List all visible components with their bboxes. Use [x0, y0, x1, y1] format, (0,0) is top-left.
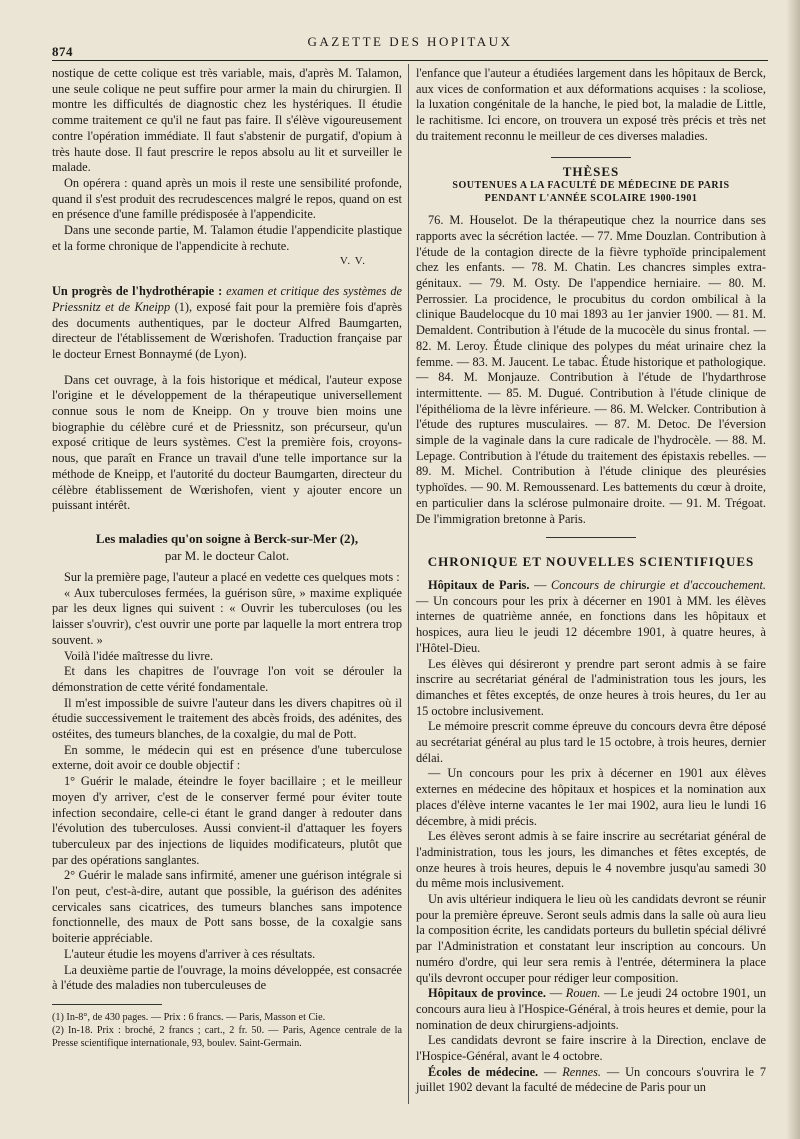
footnote: (2) In-18. Prix : broché, 2 francs ; cart., 2 fr. 50. — Paris, Agence centrale de la Presse scientifique internationale, 93, boulev. Saint-Germain. [52, 1024, 402, 1049]
paragraph: l'enfance que l'auteur a étudiées largement dans les hôpitaux de Berck, aux vices de conformation et aux déformations acquises : la scoliose, la luxation congénitale de la hanche, le pied bot, la maladie de Little, le rachitisme. Ici encore, on trouvera un exposé très précis et très net du traitement reconnu le meilleur de ces diverses maladies. [416, 66, 766, 143]
page-number: 874 [52, 44, 73, 59]
right-column [416, 66, 766, 1096]
news-item: Écoles de médecine. — Rennes. — Un concours s'ouvrira le 7 juillet 1902 devant la faculté de médecine de Paris pour un [416, 1064, 767, 1095]
paragraph: 2° Guérir le malade sans infirmité, amener une guérison intégrale si l'on peut, c'est-à-dire, autant que possible, la guérison des adénites cervicales sans cicatrices, des tumeurs blanches sans impotence fonctionnelle, des maux de Pott sans bosse, de la coxalgie sans boiterie appréciable. [52, 868, 402, 946]
theses-subtitle: PENDANT L'ANNÉE SCOLAIRE 1900-1901 [484, 193, 698, 205]
chronicle-title: CHRONIQUE ET NOUVELLES SCIENTIFIQUES [427, 554, 755, 570]
news-item: Hôpitaux de Paris. — Concours de chirurgie et d'accouchement. — Un concours pour les prix à décerner en 1901 à MM. les élèves internes de quatrième année, en fonctions dans les hôpitaux et hospices, aura lieu le jeudi 12 décembre 1901, à quatre heures, à l'Hôtel-Dieu. [416, 577, 766, 655]
review-details: (1), exposé fait pour la première fois d'après des documents authentiques, par le docteur Alfred Baumgarten, directeur de l'établissement de Wœrishofen. Traduction française par le docteur Ernest Bonnaymé (de Lyon). [52, 299, 403, 361]
paragraph: En somme, le médecin qui est en présence d'une tuberculose externe, doit avoir ce double objectif : [52, 742, 402, 773]
footnotes [52, 1004, 402, 1050]
paragraph: On opérera : quand après un mois il reste une sensibilité profonde, quand il s'est produit des recrudescences malgré le repos, quand on est en présence d'une famille prédisposée à l'appendicite. [52, 175, 402, 222]
header-rule [52, 60, 768, 61]
paragraph: 1° Guérir le malade, éteindre le foyer bacillaire ; et le meilleur moyen d'y arriver, c'est de le conserver fermé pour éviter toute infection secondaire, celle-ci étant le grand danger à redouter dans l'évolution des tuberculoses. Aussi convient-il d'attaquer les foyers tuberculeux par des injections de liquides modificateurs, plutôt que par des opérations sanglantes. [52, 774, 402, 867]
page-edge-shadow [786, 0, 800, 1139]
paragraph: Un avis ultérieur indiquera le lieu où les candidats devront se réunir pour la première épreuve. Seront seuls admis dans la salle où aura lieu la composition écrite, les candidats porteurs du bulletin spécial délivré par l'Administration et constatant leur inscription au concours. Un numéro d'ordre, qui leur sera remis à l'entrée, déterminera la place qu'ils devront occuper pour rédiger leur composition. [416, 892, 766, 985]
paragraph: Et dans les chapitres de l'ouvrage l'on voit se dérouler la démonstration de cette vérité fondamentale. [52, 664, 402, 694]
paragraph: L'auteur étudie les moyens d'arriver à ces résultats. [64, 946, 316, 961]
review-heading [52, 530, 402, 564]
theses-title: THÈSES [562, 163, 620, 179]
news-item: Hôpitaux de province. — Rouen. — Le jeudi 24 octobre 1901, un concours aura lieu à l'Hospice-Général, à trois heures et demie, pour la nomination de deux chirurgiens-adjoints. [416, 986, 766, 1032]
news-text: — Un concours pour les prix à décerner en 1901 à MM. les élèves internes de quatrième année, en fonctions dans les hôpitaux et hospices, aura lieu le jeudi 12 décembre 1901, à quatre heures, à l'Hôtel-Dieu. [416, 593, 766, 655]
theses-list: 76. M. Houselot. De la thérapeutique chez la nourrice dans ses rapports avec la sécrétion lactée. — 77. Mme Douzlan. Contribution à l'étude de la contagion directe de la fièvre typhoïde principalement chez les enfants. — 78. M. Chatin. Les chancres simples extra-génitaux. — 79. M. Osty. De l'appendice herniaire. — 80. M. Perrossier. La procidence, le procubitus du cordon ombilical à la clinique Baudelocque du 10 mai 1893 au 1er janvier 1900. — 81. M. Demaldent. Contribution à l'étude de la mucocèle du sinus frontal. — 82. M. Leroy. Étude clinique des polypes du méat urinaire chez la femme. — 83. M. Jaucent. Le tabac. Étude historique et pathologique. — 84. M. Monjauze. Contribution à l'étude de l'hydarthrose intermittente. — 85. M. Dugué. Contribution à l'étude clinique de l'épithélioma de la lèvre inférieure. — 86. M. Welcker. Contribution à l'étude des ruptures musculaires. — 87. M. Detoc. De l'éversion simple de la vaginale dans la cure radicale de l'hydrocèle. — 88. M. Lepage. Contribution à l'étude du traitement des épistaxis rebelles. — 89. M. Michel. Contribution à l'étude clinique des pleurésies typhoïdes. — 90. M. Remoussenard. Les battements du cœur à droite, en particulier dans la sclérose pulmonaire droite. — 91. M. Trégoat. De l'immigration bretonne à Paris. [416, 213, 766, 526]
news-heading: Hôpitaux de province. [428, 986, 546, 1001]
paragraph: Le mémoire prescrit comme épreuve du concours devra être déposé au secrétariat général au plus tard le 15 octobre, à trois heures, dernier délai. [416, 719, 766, 765]
footnote: (1) In-8°, de 430 pages. — Prix : 6 francs. — Paris, Masson et Cie. [52, 1011, 326, 1023]
news-subheading: Concours de chirurgie et d'accouchement. [551, 577, 766, 592]
news-text: — Un concours s'ouvrira le 7 juillet 1902 devant la faculté de médecine de Paris pour un [416, 1064, 767, 1095]
ornament-rule [546, 537, 636, 538]
paragraph: — Un concours pour les prix à décerner en 1901 aux élèves externes en médecine des hôpitaux et hospices et la nomination aux places d'élève interne vacantes le 1er mai 1902, aura lieu le lundi 16 décembre, à midi précis. [416, 766, 766, 828]
page-header [52, 30, 768, 60]
news-heading: Écoles de médecine. [428, 1064, 539, 1079]
section-rule [551, 157, 631, 158]
review-subtitle: examen et critique des systèmes de Priessnitz et de Kneipp [52, 284, 402, 314]
signature: V. V. [339, 255, 366, 268]
news-subheading: Rennes. [562, 1064, 601, 1079]
review-title: Les maladies qu'on soigne à Berck-sur-Mer (2), [95, 530, 359, 546]
review-author: par M. le docteur Calot. [164, 547, 290, 563]
left-column [52, 66, 402, 1050]
paragraph: Voilà l'idée maîtresse du livre. [64, 648, 214, 663]
paragraph: Les élèves seront admis à se faire inscrire au secrétariat général de l'administration, tous les jours, les dimanches et fêtes exceptés, de onze heures à trois heures, depuis le 4 novembre jusqu'au samedi 30 du même mois inclusivement. [416, 829, 766, 891]
paragraph: Sur la première page, l'auteur a placé en vedette ces quelques mots : [64, 569, 400, 584]
paragraph: Dans cet ouvrage, à la fois historique et médical, l'auteur expose l'origine et le développement de la thérapeutique universellement connue sous le nom de Kneipp. On y trouve bien moins une biographie du célèbre curé et de Priessnitz, son précurseur, qu'un exposé critique de leurs systèmes. C'est la première fois, croyons-nous, que paraît en France un travail d'une telle importance sur la méthode de Kneipp, et l'autorité du docteur Baumgarten, directeur du célèbre établissement de Wœrishofen, vient y ajouter encore un puissant intérêt. [52, 372, 402, 513]
column-divider [408, 64, 409, 1104]
paragraph: « Aux tuberculoses fermées, la guérison sûre, » maxime expliquée par les deux lignes qui suivent : « Ouvrir les tuberculoses (ou les laisser s'ouvrir), c'est ouvrir une porte par laquelle la mort entrera trop souvent. » [52, 585, 402, 647]
news-text: — Le jeudi 24 octobre 1901, un concours aura lieu à l'Hospice-Général, à trois heures et demie, pour la nomination de deux chirurgiens-adjoints. [416, 986, 766, 1032]
news-subheading: Rouen. [565, 986, 601, 1001]
news-heading: Hôpitaux de Paris. [428, 577, 530, 592]
paragraph: nostique de cette colique est très variable, mais, d'après M. Talamon, une seule colique ne peut suffire pour armer la main du chirurgien. Il montre les difficultés de diagnostic chez les hystériques. Il étudie comme traitement ce qu'il ne faut pas faire. Il s'élève vigoureusement contre l'opération immédiate. Il faut s'abstenir de purgatif, d'opium à très haute dose. Il faut prescrire le repos absolu au lit et surveiller le malade. [52, 66, 402, 175]
journal-title: GAZETTE DES HOPITAUX [307, 34, 513, 49]
review-heading [52, 284, 402, 363]
theses-subtitle: SOUTENUES A LA FACULTÉ DE MÉDECINE DE PARIS [452, 180, 730, 192]
paragraph: Il m'est impossible de suivre l'auteur dans les divers chapitres où il étudie successivement le traitement des abcès froids, des adénites, des ostéites, des tumeurs blanches, de la coxalgie, du mal de Pott. [52, 695, 402, 742]
paragraph: Dans une seconde partie, M. Talamon étudie l'appendicite plastique et la forme chronique de l'appendicite à rechute. [52, 223, 402, 253]
paragraph: Les candidats devront se faire inscrire à la Direction, enclave de l'Hospice-Général, avant le 4 octobre. [416, 1033, 766, 1064]
paragraph: La deuxième partie de l'ouvrage, la moins développée, est consacrée à l'étude des maladies non tuberculeuses de [52, 962, 402, 993]
footnote-rule [52, 1004, 162, 1005]
review-title: Un progrès de l'hydrothérapie : [52, 284, 223, 299]
paragraph: Les élèves qui désireront y prendre part seront admis à se faire inscrire au secrétariat général de l'administration tous les jours, les dimanches et fêtes exceptés, de onze heures à trois heures, du 1er au 15 octobre inclusivement. [416, 656, 766, 718]
